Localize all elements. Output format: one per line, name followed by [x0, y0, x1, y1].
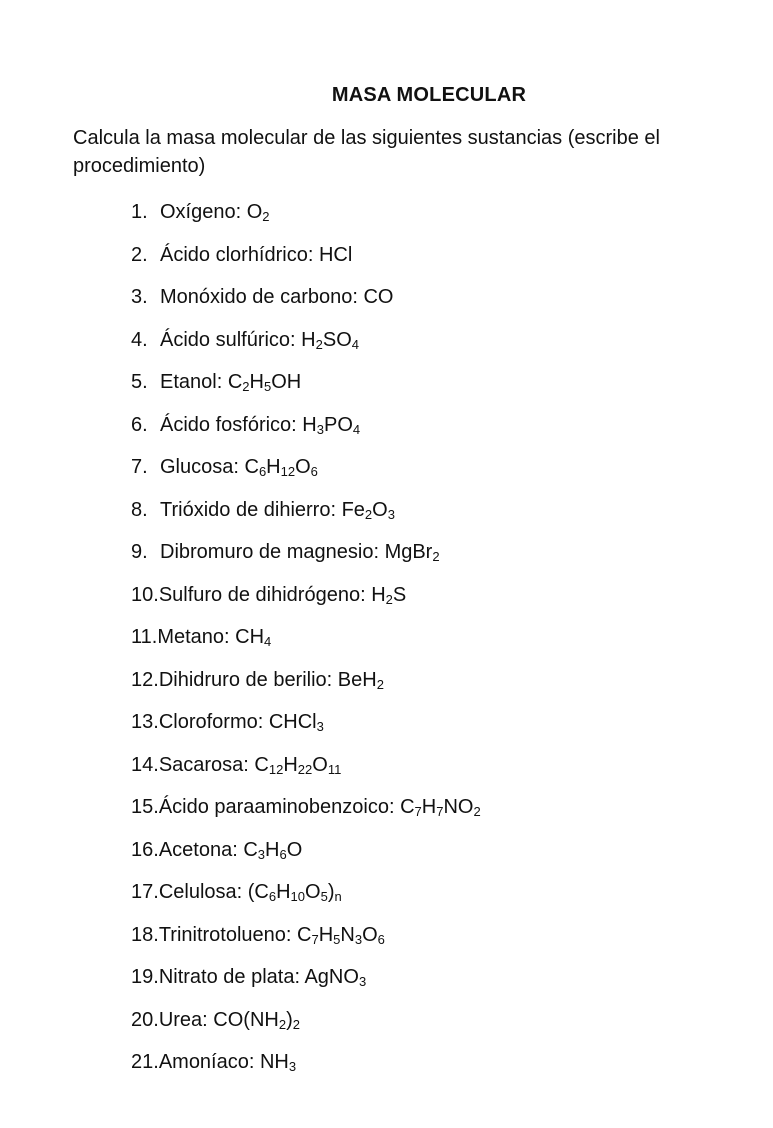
- substance-name: Celulosa:: [158, 881, 248, 903]
- chemical-formula: $CO(NH_2)_2$: [213, 1008, 300, 1032]
- chemical-formula: $Fe_2O_3$: [341, 498, 395, 522]
- chemical-formula: $C_6H_{12}O_6$: [244, 456, 318, 479]
- chemical-formula: $C_{12}H_{22}O_{11}$: [254, 753, 342, 777]
- item-number: 17.: [131, 881, 159, 903]
- item-number: 14.: [131, 753, 159, 776]
- substance-name: Sacarosa:: [158, 753, 255, 776]
- substance-name: Metano:: [157, 626, 236, 648]
- chemical-formula: CO: [363, 286, 394, 308]
- page-title: MASA MOLECULAR: [331, 84, 527, 106]
- substance-name: Trinitrotolueno:: [158, 923, 298, 946]
- list-item: [131, 239, 352, 271]
- list-item: [131, 1046, 296, 1078]
- list-item: [131, 919, 385, 951]
- chemical-formula: $H_2SO_4$: [301, 328, 359, 352]
- substance-name: Acetona:: [158, 838, 244, 861]
- item-number: 12.: [131, 668, 159, 691]
- list-item: [131, 409, 360, 441]
- item-number: 16.: [131, 838, 159, 861]
- substance-name: Sulfuro de dihidrógeno:: [158, 583, 372, 606]
- item-number: 21.: [131, 1051, 159, 1073]
- chemical-formula: $C_3H_6O$: [243, 838, 303, 862]
- chemical-formula: $C_2H_5OH$: [227, 371, 302, 394]
- substance-name: Ácido fosfórico:: [160, 413, 303, 436]
- item-number: 15.: [131, 796, 159, 818]
- item-number: 4.: [131, 328, 148, 351]
- chemical-formula: BeH$_2$: [337, 668, 384, 692]
- item-number: 9.: [131, 541, 148, 563]
- list-item: [131, 876, 342, 908]
- substance-name: Nitrato de plata:: [158, 966, 305, 988]
- substance-name: Glucosa:: [160, 456, 245, 478]
- item-number: 3.: [131, 286, 148, 308]
- chemical-formula: HCl: [318, 243, 353, 266]
- chemical-formula: AgNO$_3$: [304, 966, 367, 989]
- list-item: [131, 791, 481, 823]
- substance-name: Cloroformo:: [158, 711, 269, 733]
- list-item: [131, 536, 440, 568]
- list-item: [131, 664, 384, 696]
- list-item: [131, 706, 324, 738]
- chemical-formula: $C_7H_7NO_2$: [400, 796, 481, 819]
- list-item: [131, 749, 341, 781]
- substance-name: Urea:: [158, 1008, 214, 1031]
- chemical-formula: $NH_3$: [259, 1051, 297, 1074]
- instructions-text: Calcula la masa molecular de las siguientes sustancias (escribe el procedimiento): [73, 127, 660, 177]
- chemical-formula: $O_2$: [246, 201, 270, 224]
- item-number: 7.: [131, 456, 148, 478]
- substance-name: Etanol:: [160, 371, 228, 393]
- substance-name: Trióxido de dihierro:: [160, 498, 342, 521]
- chemical-formula: $(C_6H_{10}O_5)_n$: [247, 881, 342, 904]
- item-number: 2.: [131, 243, 148, 266]
- list-item: [131, 494, 395, 526]
- item-number: 10.: [131, 583, 159, 606]
- list-item: [131, 579, 406, 611]
- list-item: [131, 324, 359, 356]
- chemical-formula: CHCl$_3$: [268, 711, 324, 734]
- chemical-formula: MgBr$_2$: [384, 541, 440, 564]
- chemical-formula: $C_7H_5N_3O_6$: [297, 923, 385, 947]
- substance-name: Ácido clorhídrico:: [160, 243, 319, 266]
- item-number: 8.: [131, 498, 148, 521]
- item-number: 5.: [131, 371, 148, 393]
- list-item: [131, 451, 318, 483]
- item-number: 20.: [131, 1008, 159, 1031]
- list-item: [131, 1004, 300, 1036]
- substance-name: Ácido sulfúrico:: [160, 328, 302, 351]
- list-item: [131, 366, 301, 398]
- list-item: [131, 621, 271, 653]
- substance-name: Ácido paraaminobenzoico:: [158, 796, 401, 818]
- list-item: [131, 281, 393, 313]
- list-item: [131, 834, 302, 866]
- item-number: 13.: [131, 711, 159, 733]
- item-number: 6.: [131, 413, 148, 436]
- item-number: 11.: [131, 626, 158, 648]
- substance-name: Amoníaco:: [158, 1051, 260, 1073]
- substance-name: Monóxido de carbono:: [160, 286, 364, 308]
- chemical-formula: $H_2S$: [371, 583, 407, 607]
- substance-name: Oxígeno:: [160, 201, 247, 223]
- item-number: 1.: [131, 201, 148, 223]
- substance-name: Dibromuro de magnesio:: [160, 541, 385, 563]
- list-item: [131, 961, 366, 993]
- list-item: [131, 196, 270, 228]
- item-number: 18.: [131, 923, 159, 946]
- item-number: 19.: [131, 966, 159, 988]
- substance-name: Dihidruro de berilio:: [158, 668, 338, 691]
- chemical-formula: $CH_4$: [235, 626, 272, 649]
- chemical-formula: $H_3PO_4$: [302, 413, 361, 437]
